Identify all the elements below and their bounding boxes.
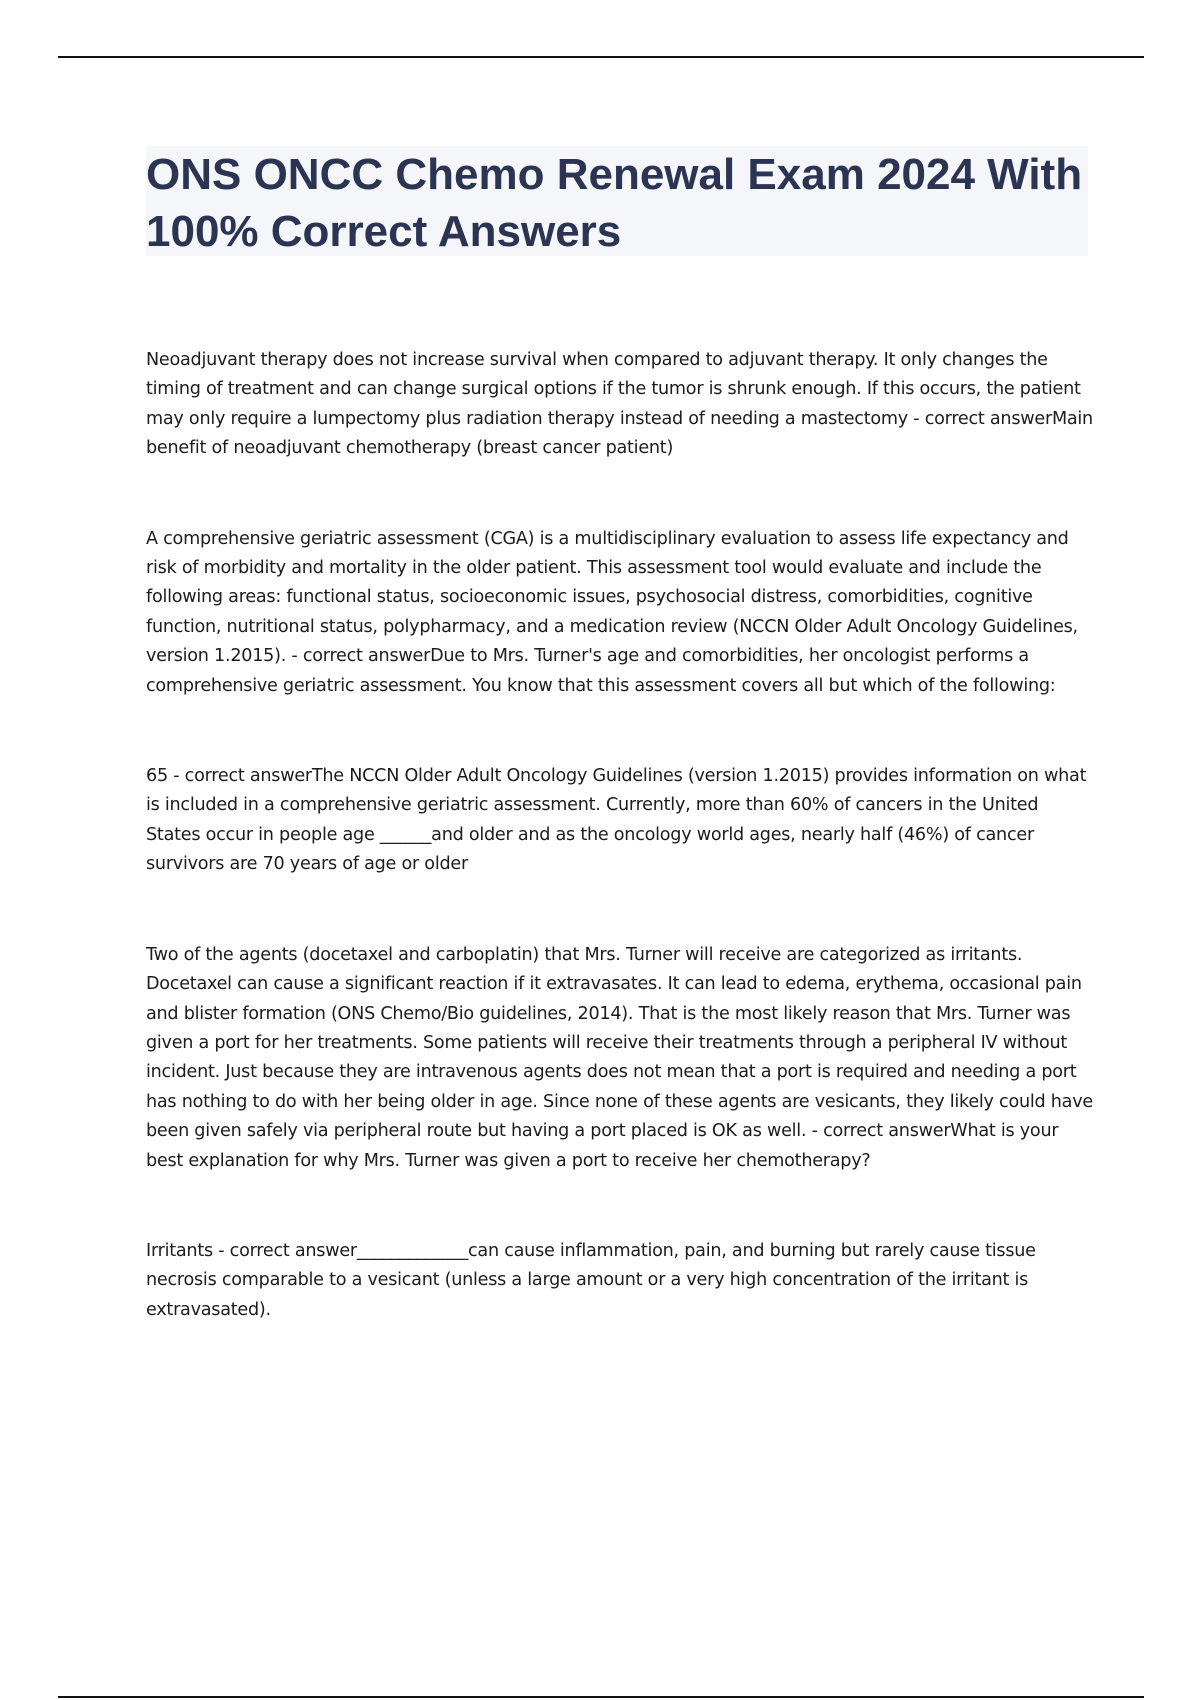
qa-item-irritants: Irritants - correct answer_____________can cause inflammation, pain, and burning but rarely cause tissue necrosis comparable to a vesicant (unless a large amount or a very high concentration of the irritant is extravasated). bbox=[146, 1240, 1036, 1320]
qa-item-age-65: 65 - correct answerThe NCCN Older Adult Oncology Guidelines (version 1.2015) provides information on what is included in a comprehensive geriatric assessment. Currently, more than 60% of cancers in the United States occur in people age ______and older and as the oncology world ages, nearly half (46%) of cancer survivors are 70 years of age or older bbox=[146, 766, 1087, 875]
document-title: ONS ONCC Chemo Renewal Exam 2024 With 100% Correct Answers bbox=[146, 150, 1083, 256]
qa-item-geriatric-assessment: A comprehensive geriatric assessment (CGA) is a multidisciplinary evaluation to assess life expectancy and risk of morbidity and mortality in the older patient. This assessment tool would evaluate and include the following areas: functional status, socioeconomic issues, psychosocial distress, comorbidities, cognitive function, nutritional status, polypharmacy, and a medication review (NCCN Older Adult Oncology Guidelines, version 1.2015). - correct answerDue to Mrs. Turner's age and comorbidities, her oncologist performs a comprehensive geriatric assessment. You know that this assessment covers all but which of the following: bbox=[146, 528, 1078, 696]
top-divider bbox=[58, 56, 1144, 58]
qa-item-neoadjuvant: Neoadjuvant therapy does not increase survival when compared to adjuvant therapy. It only changes the timing of treatment and can change surgical options if the tumor is shrunk enough. If this occurs, the patient may only require a lumpectomy plus radiation therapy instead of needing a mastectomy - correct answerMain benefit of neoadjuvant chemotherapy (breast cancer patient) bbox=[146, 350, 1093, 459]
qa-item-port-explanation: Two of the agents (docetaxel and carboplatin) that Mrs. Turner will receive are categorized as irritants. Docetaxel can cause a significant reaction if it extravasates. It can lead to edema, erythema, occasional pain and blister formation (ONS Chemo/Bio guidelines, 2014). That is the most likely reason that Mrs. Turner was given a port for her treatments. Some patients will receive their treatments through a peripheral IV without incident. Just because they are intravenous agents does not mean that a port is required and needing a port has nothing to do with her being older in age. Since none of these agents are vesicants, they likely could have been given safely via peripheral route but having a port placed is OK as well. - correct answerWhat is your best explanation for why Mrs. Turner was given a port to receive her chemotherapy? bbox=[146, 944, 1093, 1171]
question-answer-list bbox=[146, 346, 1096, 1325]
bottom-divider bbox=[58, 1696, 1144, 1698]
